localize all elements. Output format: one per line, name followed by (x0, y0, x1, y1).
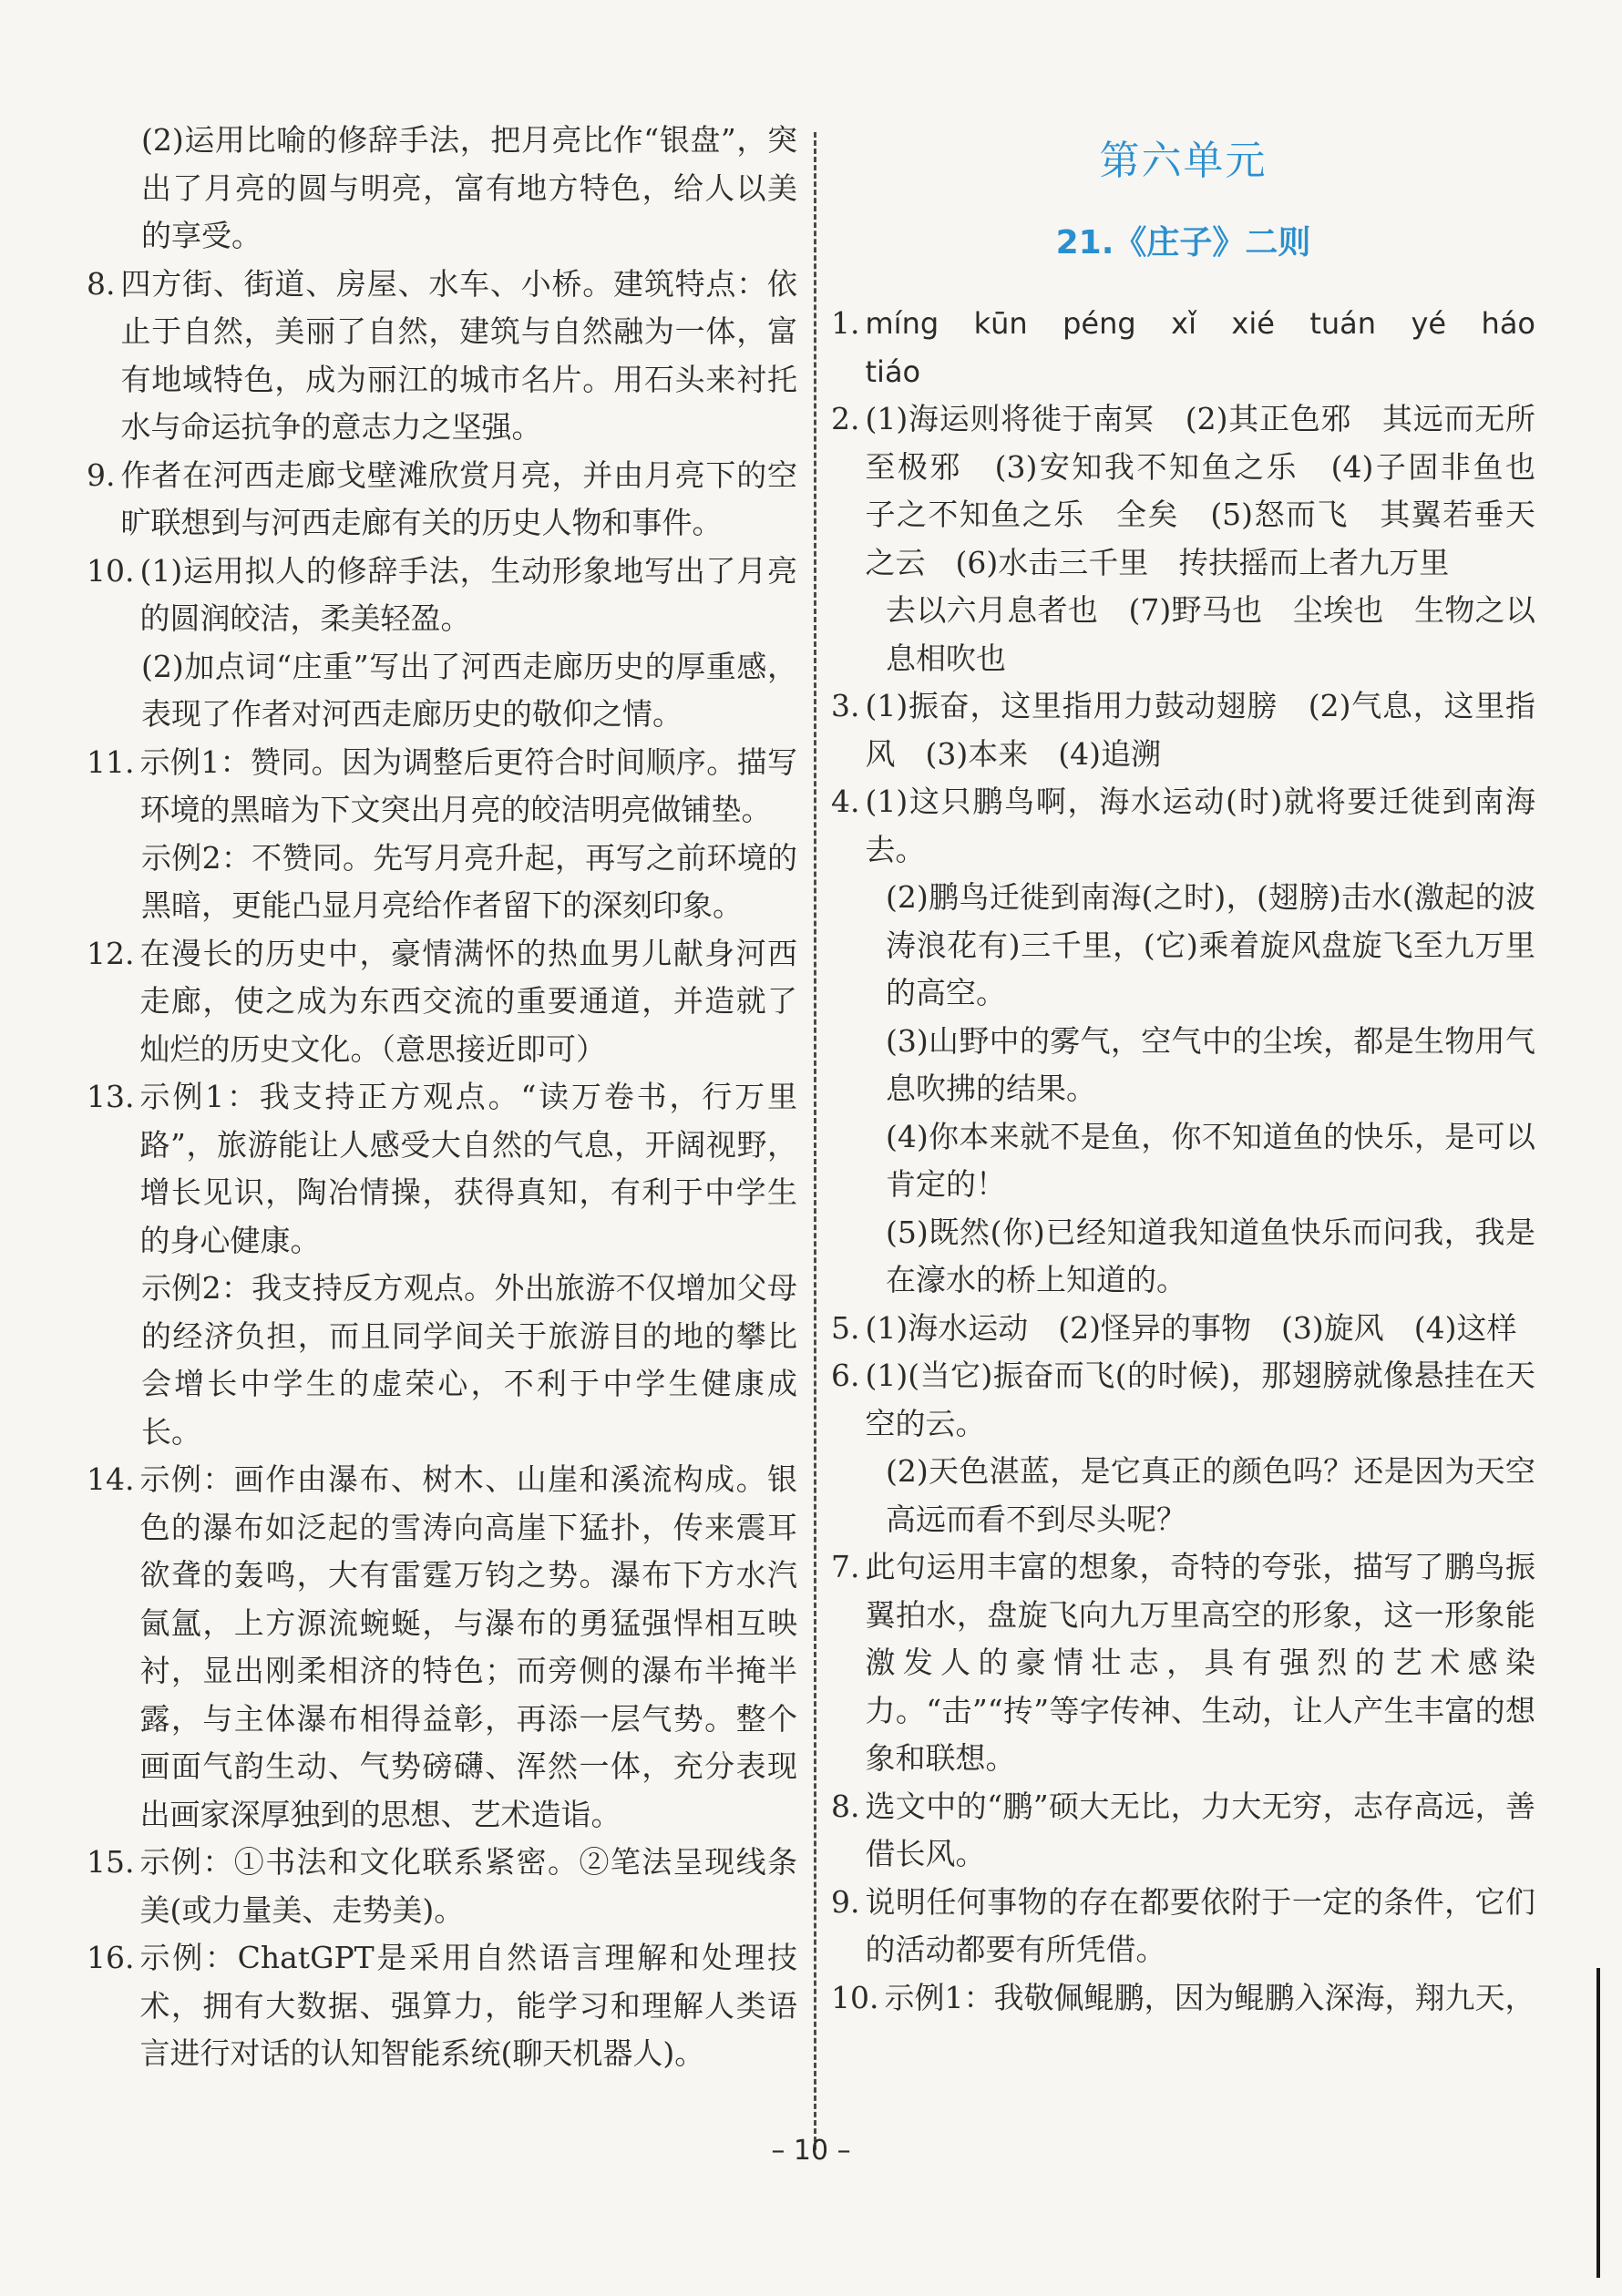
answer-item (831, 1879, 1535, 1974)
lesson-title: 21.《庄子》二则 (1055, 224, 1311, 261)
answer-number: 6. (831, 1358, 860, 1393)
right-column (831, 117, 1566, 2022)
answer-item (87, 548, 797, 739)
answer-item (831, 778, 1535, 1305)
answer-item (831, 1783, 1535, 1879)
answer-text: 示例1：我敬佩鲲鹏，因为鲲鹏入深海，翔九天， (884, 1979, 1535, 2015)
answer-text: 说明任何事物的存在都要依附于一定的条件，它们的活动都要有所凭借。 (865, 1883, 1535, 1967)
column-divider (814, 132, 816, 2150)
answer-text: 示例：ChatGPT是采用自然语言理解和处理技术，拥有大数据、强算力，能学习和理解人类语言进行对话的认知智能系统(聊天机器人)。 (139, 1940, 797, 2071)
unit-title: 第六单元 (1099, 138, 1268, 184)
answer-number: 16. (87, 1940, 135, 1975)
answer-text: 在漫长的历史中，豪情满怀的热血男儿献身河西走廊，使之成为东西交流的重要通道，并造就了灿烂的历史文化。（意思接近即可） (139, 935, 797, 1067)
answer-text: 四方街、街道、房屋、水车、小桥。建筑特点：依止于自然，美丽了自然，建筑与自然融为一体，富有地域特色，成为丽江的城市名片。用石头来衬托水与命运抗争的意志力之坚强。 (120, 265, 797, 445)
answer-number: 4. (831, 784, 860, 819)
answer-number: 11. (87, 743, 135, 780)
answer-item (87, 261, 797, 452)
answer-number: 5. (831, 1309, 860, 1346)
answer-number: 14. (87, 1461, 135, 1497)
answer-subpart: 示例2：不赞同。先写月亮升起，再写之前环境的黑暗，更能凸显月亮给作者留下的深刻印象。 (141, 839, 797, 923)
answer-subpart: (5)既然(你)已经知道我知道鱼快乐而问我，我是在濠水的桥上知道的。 (886, 1214, 1535, 1297)
answer-subpart: 示例2：我支持反方观点。外出旅游不仅增加父母的经济负担，而且同学间关于旅游目的地的攀比会增长中学生的虚荣心，不利于中学生健康成长。 (141, 1270, 797, 1450)
answer-number: 10. (831, 1979, 879, 2015)
answer-item (831, 1305, 1535, 1353)
answer-subpart: 去以六月息者也 (7)野马也 尘埃也 生物之以息相吹也 (886, 592, 1535, 676)
answer-item (87, 930, 797, 1074)
binding-edge (1596, 1968, 1600, 2278)
answer-item (831, 300, 1535, 395)
answer-text: 示例1：我支持正方观点。“读万卷书，行万里路”，旅游能让人感受大自然的气息，开阔视野，增长见识，陶冶情操，获得真知，有利于中学生的身心健康。 (139, 1079, 797, 1258)
left-column (87, 117, 797, 2078)
answer-number: 3. (831, 688, 860, 723)
answer-text: 示例1：赞同。因为调整后更符合时间顺序。描写环境的黑暗为下文突出月亮的皎洁明亮做铺垫。 (139, 743, 797, 827)
answer-item (87, 1839, 797, 1934)
answer-number: 2. (831, 401, 860, 436)
answer-text: 选文中的“鹏”硕大无比，力大无穷，志存高远，善借长风。 (865, 1788, 1535, 1871)
answer-text: (1)(当它)振奋而飞(的时候)，那翅膀就像悬挂在天空的云。 (865, 1358, 1535, 1441)
answer-item (87, 117, 797, 261)
answer-subpart: (2)运用比喻的修辞手法，把月亮比作“银盘”，突出了月亮的圆与明亮，富有地方特色，给人以美的享受。 (141, 122, 797, 253)
answer-number: 15. (87, 1844, 135, 1880)
answer-item (87, 1073, 797, 1456)
answer-item (831, 1974, 1535, 2023)
answer-text: (1)海水运动 (2)怪异的事物 (3)旋风 (4)这样 (865, 1309, 1517, 1346)
page-number: – 10 – (771, 2135, 851, 2167)
answer-item (831, 682, 1535, 778)
answer-text: 示例：①书法和文化联系紧密。②笔法呈现线条美(或力量美、走势美)。 (139, 1844, 797, 1928)
answer-text: 示例：画作由瀑布、树木、山崖和溪流构成。银色的瀑布如泛起的雪涛向高崖下猛扑，传来震耳欲聋的轰鸣，大有雷霆万钧之势。瀑布下方水汽氤氲，上方源流蜿蜒，与瀑布的勇猛强悍相互映衬，显出刚柔相济的特色；而旁侧的瀑布半掩半露，与主体瀑布相得益彰，再添一层气势。整个画面气韵生动、气势磅礴、浑然一体，充分表现出画家深厚独到的思想、艺术造诣。 (139, 1461, 797, 1832)
answer-item (831, 1352, 1535, 1543)
answer-text: (1)这只鹏鸟啊，海水运动(时)就将要迁徙到南海去。 (865, 784, 1535, 867)
answer-number: 12. (87, 935, 135, 971)
answer-item (831, 1543, 1535, 1783)
answer-number: 8. (831, 1788, 860, 1824)
answer-number: 8. (87, 265, 116, 302)
answer-subpart: (3)山野中的雾气，空气中的尘埃，都是生物用气息吹拂的结果。 (886, 1022, 1535, 1106)
answer-subpart: (2)鹏鸟迁徙到南海(之时)，(翅膀)击水(激起的波涛浪花有)三千里，(它)乘着旋风盘旋飞至九万里的高空。 (886, 879, 1535, 1010)
answer-item (87, 452, 797, 548)
answer-number: 13. (87, 1079, 135, 1114)
answer-number: 10. (87, 552, 135, 589)
answer-item (831, 395, 1566, 682)
answer-text: 作者在河西走廊戈壁滩欣赏月亮，并由月亮下的空旷联想到与河西走廊有关的历史人物和事件。 (120, 456, 797, 540)
answer-text: míng kūn péng xǐ xié tuán yé háo tiáo (865, 306, 1535, 389)
answer-item (87, 1456, 797, 1839)
answer-number: 1. (831, 305, 860, 341)
answer-number: 9. (831, 1883, 860, 1920)
answer-subpart: (4)你本来就不是鱼，你不知道鱼的快乐，是可以肯定的！ (886, 1118, 1535, 1202)
answer-subpart: (2)加点词“庄重”写出了河西走廊历史的厚重感，表现了作者对河西走廊历史的敬仰之情。 (141, 648, 797, 732)
answer-text: (1)海运则将徙于南冥 (2)其正色邪 其远而无所至极邪 (3)安知我不知鱼之乐 (4)子固非鱼也 子之不知鱼之乐 全矣 (5)怒而飞 其翼若垂天之云 (6)水击三千里 抟扶摇而上者九万里 (865, 401, 1566, 580)
answer-number: 9. (87, 456, 116, 493)
answer-text: 此句运用丰富的想象，奇特的夸张，描写了鹏鸟振翼拍水，盘旋飞向九万里高空的形象，这一形象能激发人的豪情壮志，具有强烈的艺术感染力。“击”“抟”等字传神、生动，让人产生丰富的想象和联想。 (865, 1549, 1535, 1776)
answer-item (87, 739, 797, 930)
right-column-items (831, 300, 1566, 2022)
answer-subpart: (2)天色湛蓝，是它真正的颜色吗？还是因为天空高远而看不到尽头呢？ (886, 1453, 1535, 1537)
answer-text: (1)振奋，这里指用力鼓动翅膀 (2)气息，这里指风 (3)本来 (4)追溯 (865, 688, 1535, 772)
answer-text: (1)运用拟人的修辞手法，生动形象地写出了月亮的圆润皎洁，柔美轻盈。 (139, 552, 797, 636)
answer-number: 7. (831, 1549, 860, 1584)
answer-item (87, 1934, 797, 2078)
